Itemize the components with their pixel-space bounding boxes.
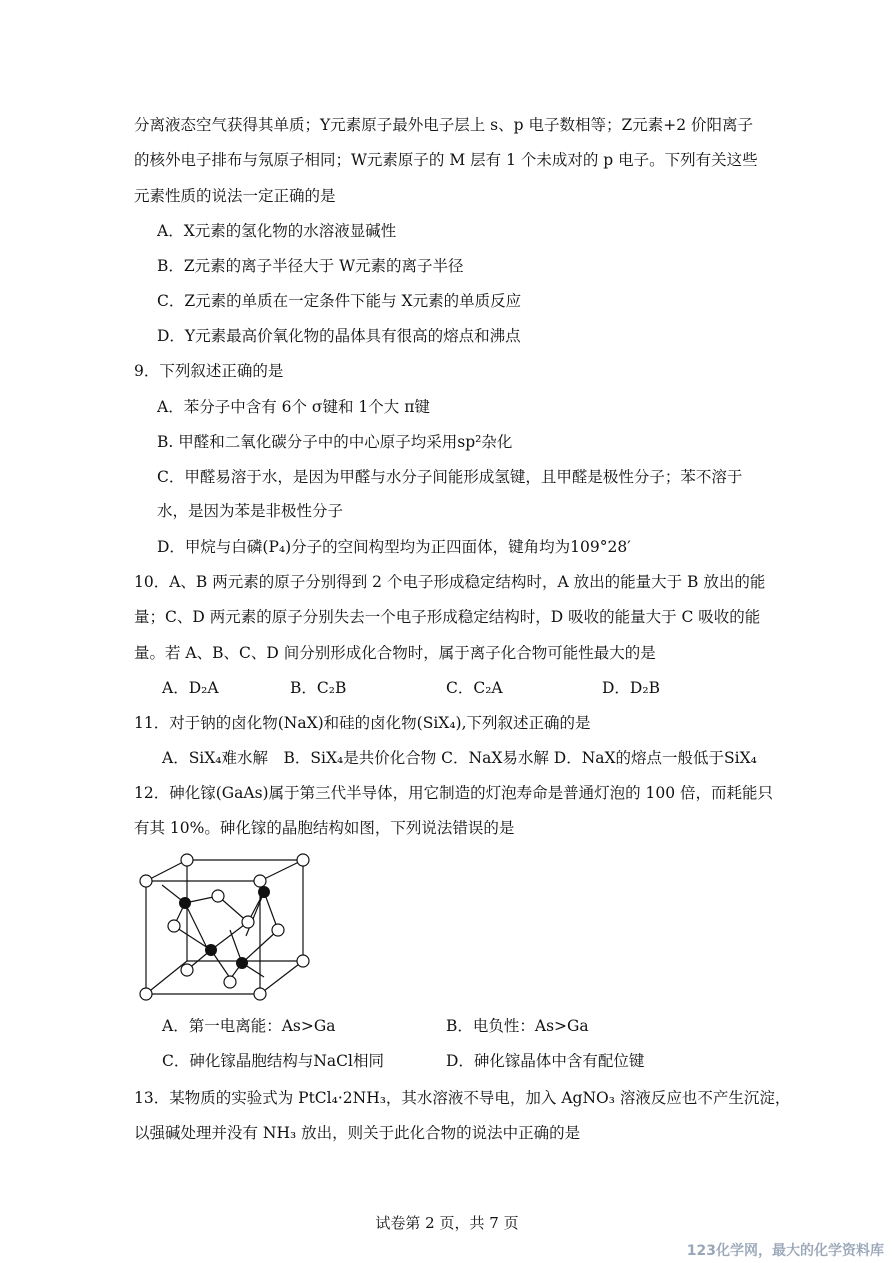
gaas-unit-cell-diagram: [130, 848, 330, 1008]
text-line: 量。若 A、B、C、D 间分别形成化合物时，属于离子化合物可能性最大的是: [134, 644, 656, 662]
option-d: D．甲烷与白磷(P₄)分子的空间构型均为正四面体，键角均为109°28′: [157, 538, 631, 556]
q11-options: A．SiX₄难水解 B．SiX₄是共价化合物 C．NaX易水解 D．NaX的熔点一般低于SiX₄: [162, 749, 757, 767]
text-line: 元素性质的说法一定正确的是: [134, 187, 336, 205]
option-a: A．苯分子中含有 6个 σ键和 1个大 π键: [157, 398, 430, 416]
q12-option-b: B．电负性：As>Ga: [446, 1017, 589, 1035]
question-11: 11．对于钠的卤化物(NaX)和硅的卤化物(SiX₄),下列叙述正确的是: [134, 714, 591, 732]
question-9: 9．下列叙述正确的是: [134, 362, 284, 380]
q10-option-c: C．C₂A: [446, 679, 503, 697]
text-line: 有其 10%。砷化镓的晶胞结构如图，下列说法错误的是: [134, 819, 515, 837]
q10-option-d: D．D₂B: [602, 679, 660, 697]
text-line: 以强碱处理并没有 NH₃ 放出，则关于此化合物的说法中正确的是: [134, 1124, 581, 1142]
text-line: 量；C、D 两元素的原子分别失去一个电子形成稳定结构时，D 吸收的能量大于 C 吸收的能: [134, 608, 761, 626]
watermark: 123化学网，最大的化学资料库: [686, 1243, 884, 1259]
q12-option-d: D．砷化镓晶体中含有配位键: [446, 1052, 645, 1070]
question-12: 12．砷化镓(GaAs)属于第三代半导体，用它制造的灯泡寿命是普通灯泡的 100 倍，而耗能只: [134, 784, 774, 802]
option-a: A．X元素的氢化物的水溶液显碱性: [157, 222, 397, 240]
q12-option-c: C．砷化镓晶胞结构与NaCl相同: [162, 1052, 384, 1070]
q10-option-a: A．D₂A: [162, 679, 219, 697]
question-10: 10．A、B 两元素的原子分别得到 2 个电子形成稳定结构时，A 放出的能量大于 B 放出的能: [134, 573, 766, 591]
text-line: 的核外电子排布与氖原子相同；W元素原子的 M 层有 1 个未成对的 p 电子。下列有关这些: [134, 151, 758, 169]
option-c: C．甲醛易溶于水，是因为甲醛与水分子间能形成氢键，且甲醛是极性分子；苯不溶于: [157, 468, 743, 486]
text-line: 水，是因为苯是非极性分子: [157, 502, 344, 520]
q12-option-a: A．第一电离能：As>Ga: [162, 1017, 336, 1035]
page-footer: 试卷第 2 页，共 7 页: [375, 1214, 519, 1232]
text-line: 分离液态空气获得其单质；Y元素原子最外电子层上 s、p 电子数相等；Z元素+2 价阳离子: [134, 116, 754, 134]
q10-option-b: B．C₂B: [290, 679, 347, 697]
option-b: B．Z元素的离子半径大于 W元素的离子半径: [157, 257, 464, 275]
option-d: D．Y元素最高价氧化物的晶体具有很高的熔点和沸点: [157, 327, 521, 345]
question-13: 13．某物质的实验式为 PtCl₄·2NH₃，其水溶液不导电，加入 AgNO₃ 溶液反应也不产生沉淀，: [134, 1089, 791, 1107]
option-b: B. 甲醛和二氧化碳分子中的中心原子均采用sp²杂化: [157, 433, 513, 451]
option-c: C．Z元素的单质在一定条件下能与 X元素的单质反应: [157, 292, 522, 310]
